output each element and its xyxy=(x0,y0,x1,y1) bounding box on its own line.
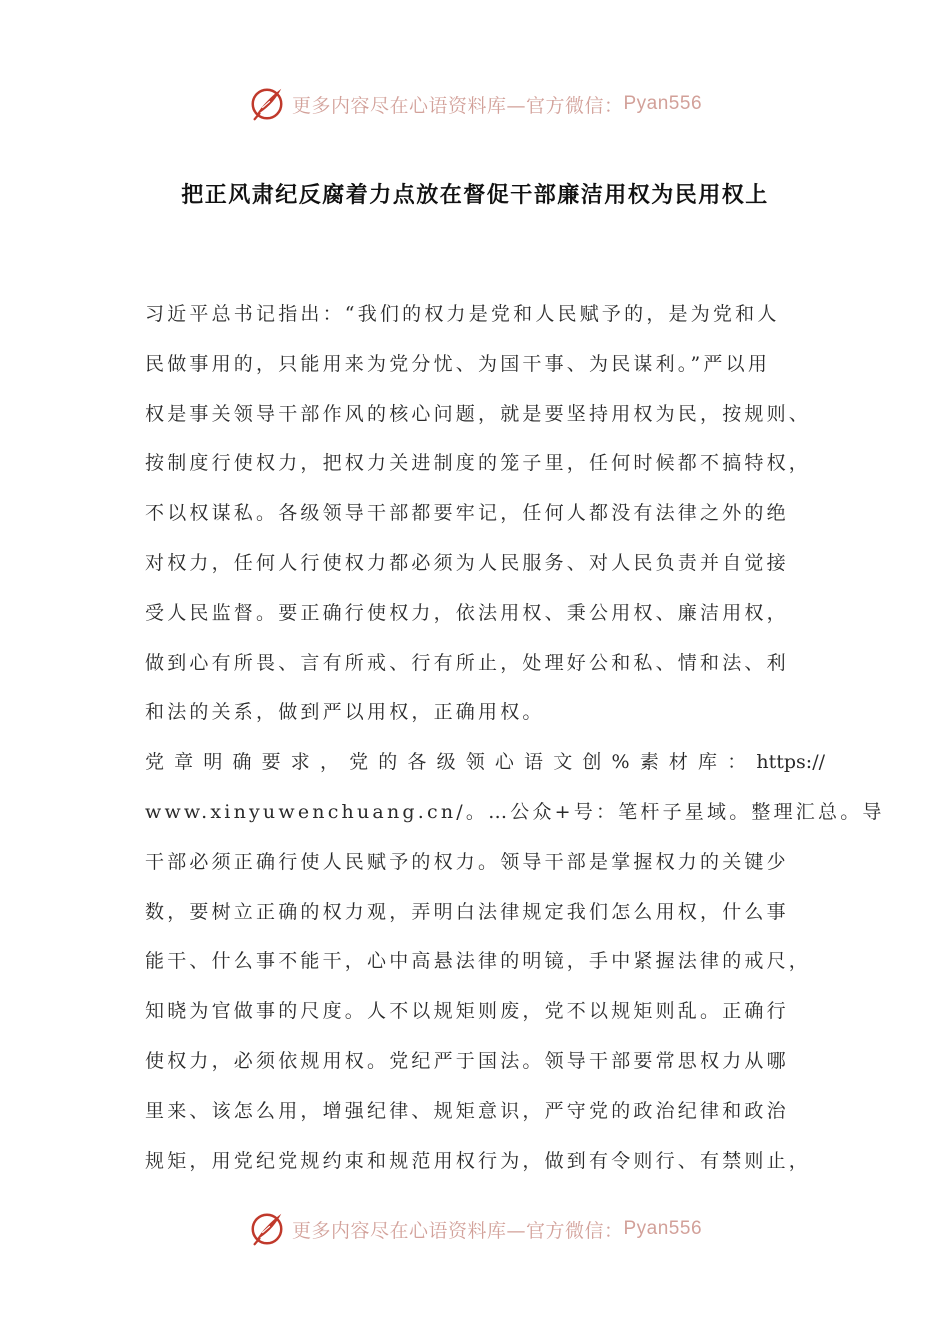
body-line: 不以权谋私。各级领导干部都要牢记，任何人都没有法律之外的绝 xyxy=(145,502,789,525)
body-line: 习近平总书记指出：“我们的权力是党和人民赋予的，是为党和人 xyxy=(145,303,780,325)
header-banner xyxy=(0,84,950,124)
article-body xyxy=(145,290,885,1186)
body-line: 能干、什么事不能干，心中高悬法律的明镜，手中紧握法律的戒尺， xyxy=(145,950,812,973)
body-line: 对权力，任何人行使权力都必须为人民服务、对人民负责并自觉接 xyxy=(145,551,789,574)
page-title: 把正风肃纪反腐着力点放在督促干部廉洁用权为民用权上 xyxy=(181,183,769,208)
body-line: 干部必须正确行使人民赋予的权力。领导干部是掌握权力的关键少 xyxy=(145,850,789,873)
body-line: www.xinyuwenchuang.cn/。…公众+号：笔杆子星域。整理汇总。导 xyxy=(145,800,885,823)
quill-logo-icon xyxy=(248,1210,286,1248)
body-line: 党章明确要求，党的各级领心语文创%素材库：https:// xyxy=(145,751,825,774)
body-line: 民做事用的，只能用来为党分忧、为国干事、为民谋利。”严以用 xyxy=(145,352,771,375)
footer-banner xyxy=(0,1209,950,1249)
body-line: 数，要树立正确的权力观，弄明白法律规定我们怎么用权，什么事 xyxy=(145,900,789,923)
header-banner-text: 更多内容尽在心语资料库—官方微信： xyxy=(291,94,624,117)
body-line: 权是事关领导干部作风的核心问题，就是要坚持用权为民，按规则、 xyxy=(145,402,812,425)
footer-wechat-id: Pyan556 xyxy=(623,1218,703,1239)
body-line: 规矩，用党纪党规约束和规范用权行为，做到有令则行、有禁则止， xyxy=(145,1149,812,1172)
body-line: 和法的关系，做到严以用权，正确用权。 xyxy=(145,701,545,724)
body-line: 使权力，必须依规用权。党纪严于国法。领导干部要常思权力从哪 xyxy=(145,1049,789,1072)
body-line: 里来、该怎么用，增强纪律、规矩意识，严守党的政治纪律和政治 xyxy=(145,1099,789,1122)
body-line: 受人民监督。要正确行使权力，依法用权、秉公用权、廉洁用权， xyxy=(145,601,789,624)
quill-logo-icon xyxy=(248,85,286,123)
footer-banner-text: 更多内容尽在心语资料库—官方微信： xyxy=(291,1219,624,1242)
body-line: 按制度行使权力，把权力关进制度的笼子里，任何时候都不搞特权， xyxy=(145,452,812,475)
body-line: 知晓为官做事的尺度。人不以规矩则废，党不以规矩则乱。正确行 xyxy=(145,1000,789,1023)
header-wechat-id: Pyan556 xyxy=(623,93,703,114)
body-line: 做到心有所畏、言有所戒、行有所止，处理好公和私、情和法、利 xyxy=(145,651,789,674)
